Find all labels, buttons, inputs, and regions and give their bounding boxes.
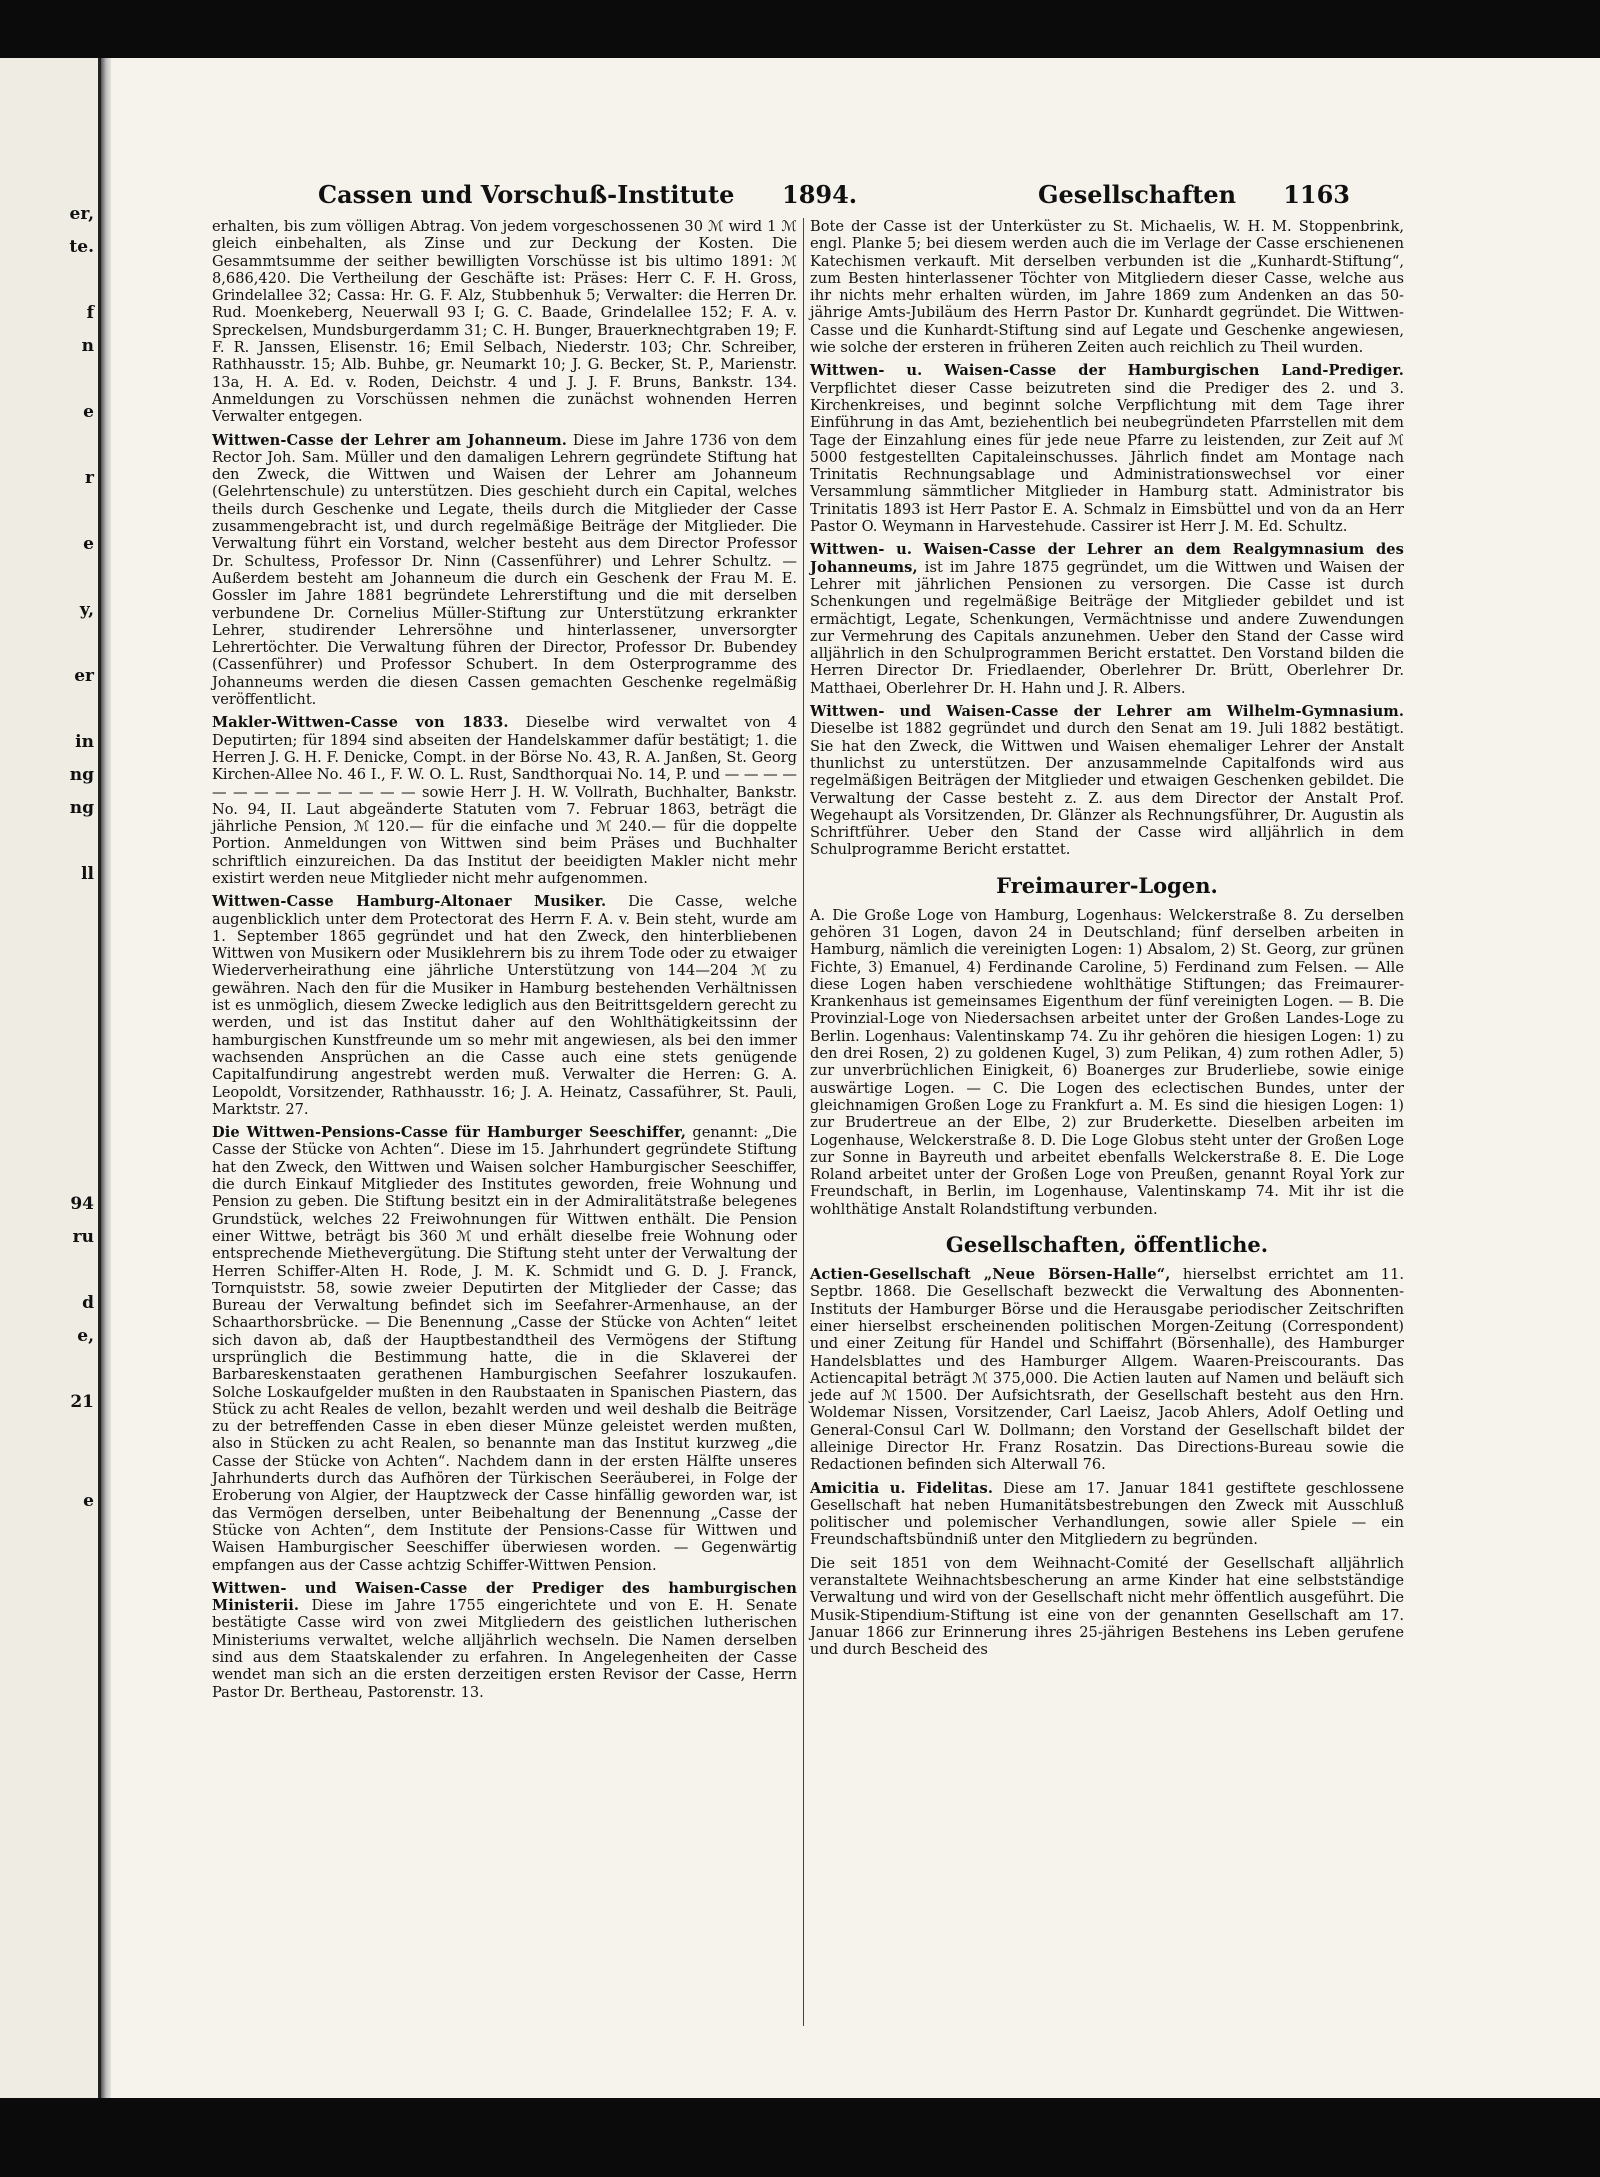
header-section-left: Cassen und Vorschuß-Institute (318, 180, 735, 209)
page-number: 1163 (1283, 180, 1350, 209)
section-heading: Gesellschaften, öffentliche. (945, 1232, 1269, 1258)
entry-text: Verpflichtet dieser Casse beizutreten sind die Prediger des 2. und 3. Kirchenkreises, und beginnt solche Verpflichtung mit dem Tage ihrer Einführung in das Amt, beziehentlich bei neubegründeten Pfarrstellen mit dem Tage der Einzahlung eines für jede neue Pfarre zu leistenden, zur Zeit auf ℳ 5000 festgestellten Capitaleinschusses. Jährlich findet am Montage nach Trinitatis Rechnungsablage und Administrationswechsel vor einer Versammlung sämmtlicher Mitglieder in Hamburg statt. Administrator bis Trinitatis 1893 ist Herr Pastor E. A. Schmalz in Eimsbüttel und von da an Herr Pastor O. Weymann in Harvestehude. Cassirer ist Herr J. M. Ed. Schultz. (810, 379, 1404, 536)
facing-page-fragment: er, (69, 204, 94, 224)
facing-page-fragment (3, 1122, 98, 1155)
entry-paragraph (212, 1580, 797, 1701)
entry-text: Die Casse, welche augenblicklich unter dem Protectorat des Herrn F. A. v. Bein steht, wurde am 1. September 1865 gegründet und hat den Zweck, den hinterbliebenen Wittwen von Musikern oder Musiklehrern bis zu ihrem Tode oder zu etwaiger Wiederverheirathung eine jährliche Unterstützung von 144—204 ℳ zu gewähren. Nach den für die Musiker in Hamburg bestehenden Verhältnissen ist es unmöglich, diesem Zwecke lediglich aus den Beitrittsgeldern gerecht zu werden, und ist das Institut daher auf den Wohlthätigkeitssinn der hamburgischen Kunstfreunde um so mehr mit angewiesen, als bei den immer wachsenden Ansprüchen an die Casse auch eine stets genügende Capitalfundirung angestrebt werden muß. Verwalter die Herren: G. A. Leopoldt, Vorsitzender, Rathhausstr. 16; J. A. Heinatz, Cassaführer, St. Pauli, Marktstr. 27. (212, 893, 797, 1118)
facing-page-fragment: r (85, 468, 94, 488)
entry-text: Bote der Casse ist der Unterküster zu St. Michaelis, W. H. M. Stoppenbrink, engl. Planke 5; bei diesem werden auch die im Verlage der Casse erschienenen Katechismen verkauft. Mit derselben verbunden ist die „Kunhardt-Stiftung“, zum Besten hinterlassener Töchter von Mitgliedern dieser Casse, welche aus ihr nichts mehr erhalten würden, im Jahre 1869 zum Andenken an das 50-jährige Amts-Jubiläum des Herrn Pastor Dr. Kunhardt gegründet. Die Wittwen-Casse und die Kunhardt-Stiftung sind auf Legate und Geschenke angewiesen, wie solche der ersteren in früheren Zeiten auch reichlich zu Theil wurden. (810, 218, 1404, 357)
facing-page-fragment (3, 1683, 98, 1716)
facing-page-fragment: ru (72, 1227, 94, 1247)
facing-page-fragment (3, 1056, 98, 1089)
entry-title: Wittwen- u. Waisen-Casse der Lehrer an dem Realgymnasium des Johanneums, (810, 541, 1404, 576)
facing-page-fragment: 94 (70, 1194, 94, 1214)
facing-page-fragment: y, (79, 600, 94, 620)
facing-page-fragment (3, 1914, 98, 1947)
facing-page-fragment: in (75, 732, 94, 752)
facing-page-fragment: e, (77, 1326, 94, 1346)
header-year: 1894. (782, 180, 858, 209)
facing-page-fragment (3, 1716, 98, 1749)
facing-page-fragment: te. (69, 237, 94, 257)
facing-page-fragment: ng (69, 798, 94, 818)
facing-page-fragment (3, 1947, 98, 1980)
facing-page-fragment (3, 429, 98, 462)
facing-page-fragment (3, 2079, 98, 2098)
facing-page-edge (0, 58, 101, 2098)
entry-title: Amicitia u. Fidelitas. (810, 1479, 994, 1497)
entry-paragraph (212, 714, 797, 887)
facing-page-fragment (3, 1782, 98, 1815)
scan-border-bottom (0, 2098, 1600, 2177)
facing-page-fragment (3, 1155, 98, 1188)
entry-title: Wittwen- u. Waisen-Casse der Hamburgischen Land-Prediger. (810, 362, 1404, 380)
facing-page-fragment (3, 1617, 98, 1650)
facing-page-fragment (3, 1650, 98, 1683)
facing-page-fragment (3, 924, 98, 957)
entry-text: hierselbst errichtet am 11. Septbr. 1868. Die Gesellschaft bezweckt die Verwaltung des Abonnenten-Instituts der Hamburger Börse und die Herausgabe periodischer Zeitschriften einer hierselbst erscheinenden politischen Morgen-Zeitung (Correspondent) und einer Zeitung für Handel und Schiffahrt (Börsenhalle), des Hamburger Handelsblattes und des Hamburger Allgem. Waaren-Preiscourants. Das Actiencapital beträgt ℳ 375,000. Die Actien lauten auf Namen und beläuft sich jede auf ℳ 1500. Der Aufsichtsrath, der Gesellschaft besteht aus den Hrn. Woldemar Nissen, Vorsitzender, Carl Laeisz, Jacob Ahlers, Adolf Oetling und General-Consul Carl W. Dollmann; den Vorstand der Gesellschaft bildet der alleinige Director Hr. Franz Rosatzin. Das Directions-Bureau sowie die Redactionen befinden sich Alterwall 76. (810, 1266, 1404, 1474)
facing-page-fragment: d (82, 1293, 94, 1313)
facing-page-fragment (3, 1023, 98, 1056)
facing-page-fragment: f (86, 303, 94, 323)
facing-page-fragment (3, 627, 98, 660)
entry-paragraph (810, 703, 1404, 859)
facing-page-fragment: e (83, 1491, 94, 1511)
entry-text: erhalten, bis zum völligen Abtrag. Von jedem vorgeschossenen 30 ℳ wird 1 ℳ gleich einbehalten, als Zinse und zur Deckung der Kosten. Die Gesammtsumme der seither bewilligten Vorschüsse ist bis ultimo 1891: ℳ 8,686,420. Die Vertheilung der Geschäfte ist: Präses: Herr C. F. H. Gross, Grindelallee 32; Cassa: Hr. G. F. Alz, Stubbenhuk 5; Verwalter: die Herren Dr. Rud. Moenkeberg, Neuerwall 93 I; G. C. Baade, Grindelallee 152; F. A. v. Spreckelsen, Mundsburgerdamm 31; C. H. Bunger, Brauerknechtgraben 19; F. F. R. Janssen, Elisenstr. 16; Emil Selbach, Niederstr. 103; Chr. Schreiber, Rathhausstr. 15; Alb. Buhbe, gr. Neumarkt 10; J. G. Becker, St. P., Marienstr. 13a, H. A. Ed. v. Roden, Deichstr. 4 und J. J. F. Bruns, Bankstr. 134. Anmeldungen zu Vorschüssen nehmen die zunächst wohnenden Herren Verwalter entgegen. (212, 218, 797, 426)
facing-page-fragment: e (83, 402, 94, 422)
entry-title: Wittwen- und Waisen-Casse der Lehrer am Wilhelm-Gymnasium. (810, 703, 1404, 721)
facing-page-fragment (3, 1452, 98, 1485)
facing-page-fragment: er (74, 666, 94, 686)
facing-page-fragment (3, 1551, 98, 1584)
facing-page-fragment: n (81, 336, 94, 356)
facing-page-fragments (3, 198, 98, 2098)
header-section-right: Gesellschaften (1038, 180, 1237, 209)
scan-border-top (0, 0, 1600, 58)
entry-paragraph (212, 1124, 797, 1574)
entry-text: Dieselbe wird verwaltet von 4 Deputirten; für 1894 sind abseiten der Handelskammer dafür bestätigt; 1. die Herren J. G. H. F. Denicke, Compt. in der Börse No. 43, R. A. Janßen, St. Georg Kirchen-Allee No. 46 I., F. W. O. L. Rust, Sandthorquai No. 14, P. und — — — — — — — — — — — — — — sowie Herr J. H. W. Vollrath, Buchhalter, Bankstr. No. 94, II. Laut abgeänderte Statuten vom 7. Februar 1863, beträgt die jährliche Pension, ℳ 120.— für die einfache und ℳ 240.— für die doppelte Portion. Anmeldungen von Wittwen sind beim Präses und Buchhalter schriftlich einzureichen. Da das Institut der beeidigten Makler nicht mehr existirt werden neue Mitglieder nicht mehr aufgenommen. (212, 714, 797, 887)
facing-page-fragment (3, 1980, 98, 2013)
facing-page-fragment (3, 957, 98, 990)
facing-page-fragment (3, 1881, 98, 1914)
entry-paragraph (810, 1480, 1404, 1549)
running-header (318, 180, 1350, 216)
entry-text: Dieselbe ist 1882 gegründet und durch den Senat am 19. Juli 1882 bestätigt. Sie hat den Zweck, die Wittwen und Waisen ehemaliger Lehrer der Anstalt thunlichst zu unterstützen. Der anzusammelnde Capitalfonds wird aus regelmäßigen Beiträgen der Mitglieder und etwaigen Geschenken gebildet. Die Verwaltung der Casse besteht z. Z. aus dem Director der Anstalt Prof. Wegehaupt als Vorsitzenden, Dr. Glänzer als Rechnungsführer, Dr. Augustin als Schriftführer. Ueber den Stand der Casse wird alljährlich in dem Schulprogramme Bericht erstattet. (810, 720, 1404, 859)
entry-text: genannt: „Die Casse der Stücke von Achten“. Diese im 15. Jahrhundert gegründete Stiftung hat den Zweck, den Wittwen und Waisen solcher Hamburgischer Seeschiffer, die durch Einkauf Mitglieder des Institutes geworden, freie Wohnung und Pension zu geben. Die Stiftung besitzt ein in der Admiralitätstraße belegenes Grundstück, welches 22 Freiwohnungen für Wittwen enthält. Die Pension einer Wittwe, beträgt bis 360 ℳ und erhält dieselbe freie Wohnung oder entsprechende Miethevergütung. Die Stiftung steht unter der Verwaltung der Herren Schiffer-Alten H. Rode, J. M. K. Schmidt und G. D. J. Franck, Tornquiststr. 58, sowie zweier Deputirten der Mitglieder der Casse; das Bureau der Verwaltung befindet sich im Seefahrer-Armenhause, an der Schaarthorsbrücke. — Die Benennung „Casse der Stücke von Achten“ leitet sich davon ab, daß der Hauptbestandtheil des Vermögens der Stiftung ursprünglich die Bestimmung hatte, die in die Sklaverei der Barbareskenstaaten gerathenen Hamburgischen Seefahrer loszukaufen. Solche Loskaufgelder mußten in den Raubstaaten in Spanischen Piastern, das Stück zu acht Reales de vellon, bezahlt werden und weil deshalb die Beiträge zu der betreffenden Casse in eben dieser Münze geleistet werden mußten, also in Stücken zu acht Realen, so benannte man das Institut kurzweg „die Casse der Stücke von Achten“. Nachdem dann in der ersten Hälfte unseres Jahrhunderts durch das Aufhören der Türkischen Seeräuberei, in Folge der Eroberung von Algier, der Hauptzweck der Casse hinfällig geworden war, ist das Vermögen derselben, unter Beibehaltung der Benennung „Casse der Stücke von Achten“, dem Institute der Pensions-Casse für Wittwen und Waisen Hamburgischer Seeschiffer überwiesen worden. — Gegenwärtig empfangen aus der Casse achtzig Schiffer-Wittwen Pension. (212, 1124, 797, 1574)
column-divider (803, 218, 804, 2026)
entry-paragraph (810, 907, 1404, 1218)
entry-title: Makler-Wittwen-Casse von 1833. (212, 714, 509, 732)
book-spine (101, 58, 111, 2098)
facing-page-fragment (3, 990, 98, 1023)
entry-text: Diese im Jahre 1755 eingerichtete und von E. H. Senate bestätigte Casse wird von zwei Mitgliedern des geistlichen lutherischen Ministeriums verwaltet, welche alljährlich wechseln. Die Namen derselben sind aus dem Staatskalender zu erfahren. In Angelegenheiten der Casse wendet man sich an die ersten derzeitigen ersten Revisor der Casse, Herrn Pastor Dr. Bertheau, Pastorenstr. 13. (212, 1597, 798, 1701)
facing-page-fragment (3, 2046, 98, 2079)
entry-title: Wittwen-Casse der Lehrer am Johanneum. (212, 431, 567, 449)
facing-page-fragment (3, 495, 98, 528)
entry-text: Die seit 1851 von dem Weihnacht-Comité der Gesellschaft alljährlich veranstaltete Weihnachtsbescherung an arme Kinder hat eine selbstständige Verwaltung und wird von der Gesellschaft nicht mehr öffentlich ausgeführt. Die Musik-Stipendium-Stiftung ist eine von der genannten Gesellschaft am 17. Januar 1866 zur Erinnerung ihres 25-jährigen Bestehens ins Leben gerufene und durch Bescheid des (810, 1554, 1404, 1659)
entry-paragraph (810, 362, 1404, 535)
entry-text: ist im Jahre 1875 gegründet, um die Wittwen und Waisen der Lehrer mit jährlichen Pensionen zu versorgen. Die Casse ist durch Schenkungen und regelmäßige Beiträge der Mitglieder gebildet und ist ermächtigt, Legate, Schenkungen, Vermächtnisse und andere Zuwendungen zur Vermehrung des Capitals anzunehmen. Ueber den Stand der Casse wird alljährlich in den Schulprogrammen Bericht erstattet. Den Vorstand bilden die Herren Director Dr. Friedlaender, Oberlehrer Dr. Brütt, Oberlehrer Dr. Matthaei, Oberlehrer Dr. H. Hahn und J. R. Albers. (810, 558, 1405, 697)
section-heading: Freimaurer-Logen. (996, 872, 1218, 898)
facing-page-fragment (3, 1848, 98, 1881)
facing-page-fragment (3, 1353, 98, 1386)
entry-title: Actien-Gesellschaft „Neue Börsen-Halle“, (810, 1266, 1171, 1284)
facing-page-fragment (3, 363, 98, 396)
facing-page-fragment (3, 693, 98, 726)
entry-title: Wittwen- und Waisen-Casse der Prediger des hamburgischen Ministerii. (212, 1579, 797, 1615)
facing-page-fragment (3, 1419, 98, 1452)
entry-text: Diese am 17. Januar 1841 gestiftete geschlossene Gesellschaft hat neben Humanitätsbestrebungen den Zweck mit Ausschluß politischer und polemischer Verhandlungen, sowie aller Spiele — ein Freundschaftsbündniß unter den Mitgliedern zu begründen. (810, 1479, 1404, 1549)
facing-page-fragment: e (83, 534, 94, 554)
left-column (212, 218, 797, 1701)
facing-page-fragment: 21 (70, 1392, 94, 1412)
facing-page-fragment (3, 561, 98, 594)
facing-page-fragment: ll (81, 864, 94, 884)
facing-page-fragment (3, 1749, 98, 1782)
facing-page-fragment (3, 2013, 98, 2046)
facing-page-fragment (3, 1254, 98, 1287)
facing-page-fragment (3, 1815, 98, 1848)
facing-page-fragment (3, 1518, 98, 1551)
facing-page-fragment (3, 1584, 98, 1617)
entry-text: A. Die Große Loge von Hamburg, Logenhaus: Welckerstraße 8. Zu derselben gehören 31 Logen, davon 24 in Deutschland; fünf derselben arbeiten in Hamburg, nämlich die vereinigten Logen: 1) Absalom, 2) St. Georg, zur grünen Fichte, 3) Emanuel, 4) Ferdinande Caroline, 5) Ferdinand zum Felsen. — Alle diese Logen haben verschiedene wohlthätige Stiftungen; das Freimaurer-Krankenhaus ist gemeinsames Eigenthum der fünf vereinigten Logen. — B. Die Provinzial-Loge von Niedersachsen arbeitet unter der Großen Landes-Loge zu Berlin. Logenhaus: Valentinskamp 74. Zu ihr gehören die hiesigen Logen: 1) zu den drei Rosen, 2) zu goldenen Kugel, 3) zum Pelikan, 4) zum rothen Adler, 5) zur unverbrüchlichen Einigkeit, 6) Boanerges zur Bruderliebe, sowie einige auswärtige Logen. — C. Die Logen des eclectischen Bundes, unter der gleichnamigen Großen Loge zu Frankfurt a. M. Es sind die hiesigen Logen: 1) zur Brudertreue an der Elbe, 2) zur Bruderkette. Dieselben arbeiten im Logenhause, Welckerstraße 8. D. Die Loge Globus steht unter der Großen Loge zur Sonne in Bayreuth und arbeitet ebenfalls Welckerstraße 8. E. Die Loge Roland arbeitet unter der Großen Loge von Preußen, genannt Royal York zur Freundschaft, in Berlin, im Logenhause, Valentinskamp 74. Mit ihr ist die wohlthätige Anstalt Rolandstiftung verbunden. (810, 906, 1404, 1218)
facing-page-fragment (3, 264, 98, 297)
entry-text: Diese im Jahre 1736 von dem Rector Joh. Sam. Müller und den damaligen Lehrern gegründete Stiftung hat den Zweck, die Wittwen und Waisen der Lehrer am Johanneum (Gelehrtenschule) zu unterstützen. Dies geschieht durch ein Capital, welches theils durch Geschenke und Legate, theils durch die Mitglieder der Casse zusammengebracht ist, und durch regelmäßige Beiträge der Mitglieder. Die Verwaltung führt ein Vorstand, welcher besteht aus dem Director Professor Dr. Schultess, Professor Dr. Ninn (Cassenführer) und Lehrer Schultz. — Außerdem besteht am Johanneum die durch ein Geschenk der Frau M. E. Gossler im Jahre 1881 begründete Lehrerstiftung und die mit derselben verbundene Dr. Cornelius Müller-Stiftung zur Unterstützung erkrankter Lehrer, studirender Lehrersöhne und hinterlassener, unversorgter Lehrertöchter. Die Verwaltung führen der Director, Professor Dr. Bubendey (Cassenführer) und Professor Schubert. In dem Osterprogramme des Johanneums werden die diesen Cassen gemachten Geschenke regelmäßig veröffentlicht. (212, 431, 798, 709)
entry-paragraph (212, 218, 797, 426)
facing-page-fragment (3, 1089, 98, 1122)
entry-paragraph (810, 541, 1404, 697)
facing-page-fragment (3, 825, 98, 858)
entry-paragraph (810, 1555, 1404, 1659)
entry-title: Die Wittwen-Pensions-Casse für Hamburger Seeschiffer, (212, 1124, 687, 1142)
entry-paragraph (810, 218, 1404, 356)
entry-title: Wittwen-Casse Hamburg-Altonaer Musiker. (212, 893, 607, 911)
entry-paragraph (810, 1266, 1404, 1474)
facing-page-fragment (3, 891, 98, 924)
entry-paragraph (212, 893, 797, 1118)
facing-page-fragment: ng (69, 765, 94, 785)
right-column (810, 218, 1404, 1659)
entry-paragraph (212, 432, 797, 709)
